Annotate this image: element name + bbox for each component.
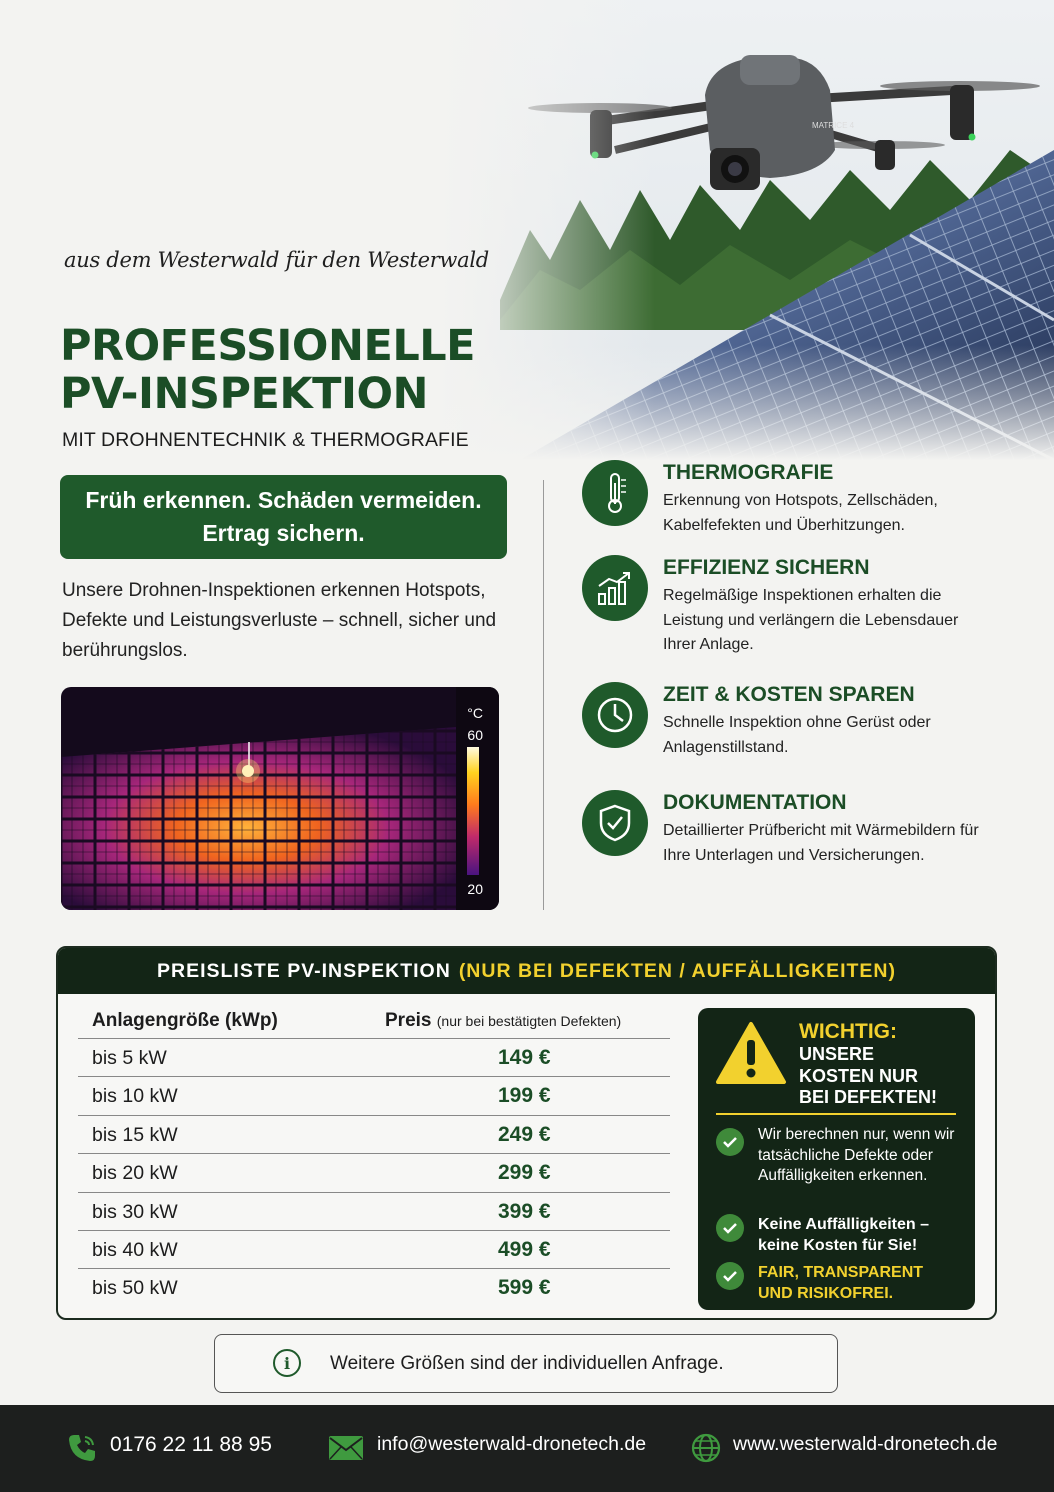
footer (0, 1405, 1054, 1492)
clock-icon (582, 682, 648, 748)
feature-thermografie (582, 460, 1032, 560)
notice-divider (716, 1113, 956, 1115)
feature-title: THERMOGRAFIE (663, 461, 834, 484)
row-size: bis 5 kW (92, 1047, 167, 1069)
table-row (78, 1269, 670, 1306)
notice-point-3: FAIR, TRANSPARENT UND RISIKOFREI. (758, 1264, 924, 1302)
thermometer-icon (582, 460, 648, 526)
notice-title: WICHTIG: (799, 1020, 897, 1043)
row-price: 499 € (498, 1237, 551, 1261)
feature-text: Erkennung von Hotspots, Zellschäden, Kabelfefekten und Überhitzungen. (663, 492, 938, 534)
table-header (78, 1002, 670, 1039)
banner-line-1: Früh erkennen. Schäden vermeiden. (85, 487, 482, 513)
row-size: bis 50 kW (92, 1277, 178, 1300)
price-heading-highlight: (NUR BEI DEFEKTEN / AUFFÄLLIGKEITEN) (458, 959, 896, 982)
banner-line-2: Ertrag sichern. (202, 520, 365, 546)
row-price: 599 € (498, 1276, 551, 1300)
check-icon (716, 1128, 744, 1156)
column-divider (543, 480, 544, 910)
thermal-image (61, 687, 499, 910)
feature-zeit-kosten (582, 682, 1032, 782)
price-list-heading (58, 948, 995, 994)
phone-icon (66, 1432, 98, 1469)
title-line-1: PROFESSIONELLE (60, 321, 476, 371)
row-price: 249 € (498, 1122, 551, 1146)
feature-title: DOKUMENTATION (663, 791, 847, 814)
table-row (78, 1077, 670, 1115)
email-icon (328, 1435, 364, 1466)
footer-email[interactable]: info@westerwald-dronetech.de (377, 1433, 647, 1455)
row-size: bis 15 kW (92, 1123, 178, 1146)
table-row (78, 1154, 670, 1192)
info-text: Weitere Größen sind der individuellen Anfrage. (330, 1353, 724, 1374)
notice-point-2: Keine Auffälligkeiten – keine Kosten für Sie! (758, 1216, 929, 1254)
thermal-scale-bar (467, 747, 479, 875)
thermal-scale-min: 20 (467, 881, 483, 897)
price-heading-text: PREISLISTE PV-INSPEKTION (157, 959, 451, 982)
feature-text: Regelmäßige Inspektionen erhalten die Leistung und verlängern die Lebensdauer Ihrer Anlage. (663, 587, 959, 653)
page-title (60, 322, 475, 418)
efficiency-chart-icon (582, 555, 648, 621)
check-icon (716, 1262, 744, 1290)
hero-image (440, 0, 1054, 460)
page-subtitle: MIT DROHNENTECHNIK & THERMOGRAFIE (62, 429, 469, 451)
row-price: 299 € (498, 1161, 551, 1185)
price-list (56, 946, 997, 1320)
feature-title: EFFIZIENZ SICHERN (663, 556, 870, 579)
notice-point-1: Wir berechnen nur, wenn wir tatsächliche Defekte oder Auffälligkeiten erkennen. (758, 1126, 955, 1184)
feature-title: ZEIT & KOSTEN SPAREN (663, 683, 915, 706)
feature-text: Schnelle Inspektion ohne Gerüst oder Anlagenstillstand. (663, 714, 931, 756)
warning-icon (714, 1020, 788, 1091)
important-notice (698, 1008, 975, 1310)
row-size: bis 30 kW (92, 1200, 178, 1223)
table-row (78, 1039, 670, 1077)
thermal-scale-unit: °C (467, 705, 483, 721)
footer-web[interactable]: www.westerwald-dronetech.de (733, 1433, 998, 1455)
tagline: aus dem Westerwald für den Westerwald (64, 248, 489, 272)
table-row (78, 1116, 670, 1154)
col-header-price: Preis (nur bei bestätigten Defekten) (385, 1010, 622, 1031)
slogan-banner (60, 475, 507, 559)
info-note (214, 1334, 838, 1393)
title-line-2: PV-INSPEKTION (60, 369, 429, 419)
price-table (78, 1002, 670, 1307)
shield-check-icon (582, 790, 648, 856)
feature-effizienz (582, 555, 1032, 655)
table-row (78, 1193, 670, 1231)
row-size: bis 40 kW (92, 1238, 178, 1261)
feature-dokumentation (582, 790, 1032, 890)
table-row (78, 1231, 670, 1269)
row-price: 199 € (498, 1084, 551, 1108)
row-price: 399 € (498, 1199, 551, 1223)
globe-icon (690, 1432, 722, 1469)
check-icon (716, 1214, 744, 1242)
info-icon: i (273, 1349, 301, 1377)
row-size: bis 10 kW (92, 1085, 178, 1108)
intro-text: Unsere Drohnen-Inspektionen erkennen Hotspots, Defekte und Leistungsverluste – schnell, sicher und berührungslos. (62, 580, 497, 661)
feature-text: Detaillierter Prüfbericht mit Wärmebildern für Ihre Unterlagen und Versicherungen. (663, 822, 979, 864)
row-price: 149 € (498, 1046, 551, 1069)
row-size: bis 20 kW (92, 1162, 178, 1185)
notice-body: UNSERE KOSTEN NUR BEI DEFEKTEN! (799, 1044, 938, 1107)
footer-phone[interactable]: 0176 22 11 88 95 (110, 1433, 272, 1456)
thermal-scale-max: 60 (467, 727, 483, 743)
col-header-size: Anlagengröße (kWp) (92, 1010, 278, 1031)
